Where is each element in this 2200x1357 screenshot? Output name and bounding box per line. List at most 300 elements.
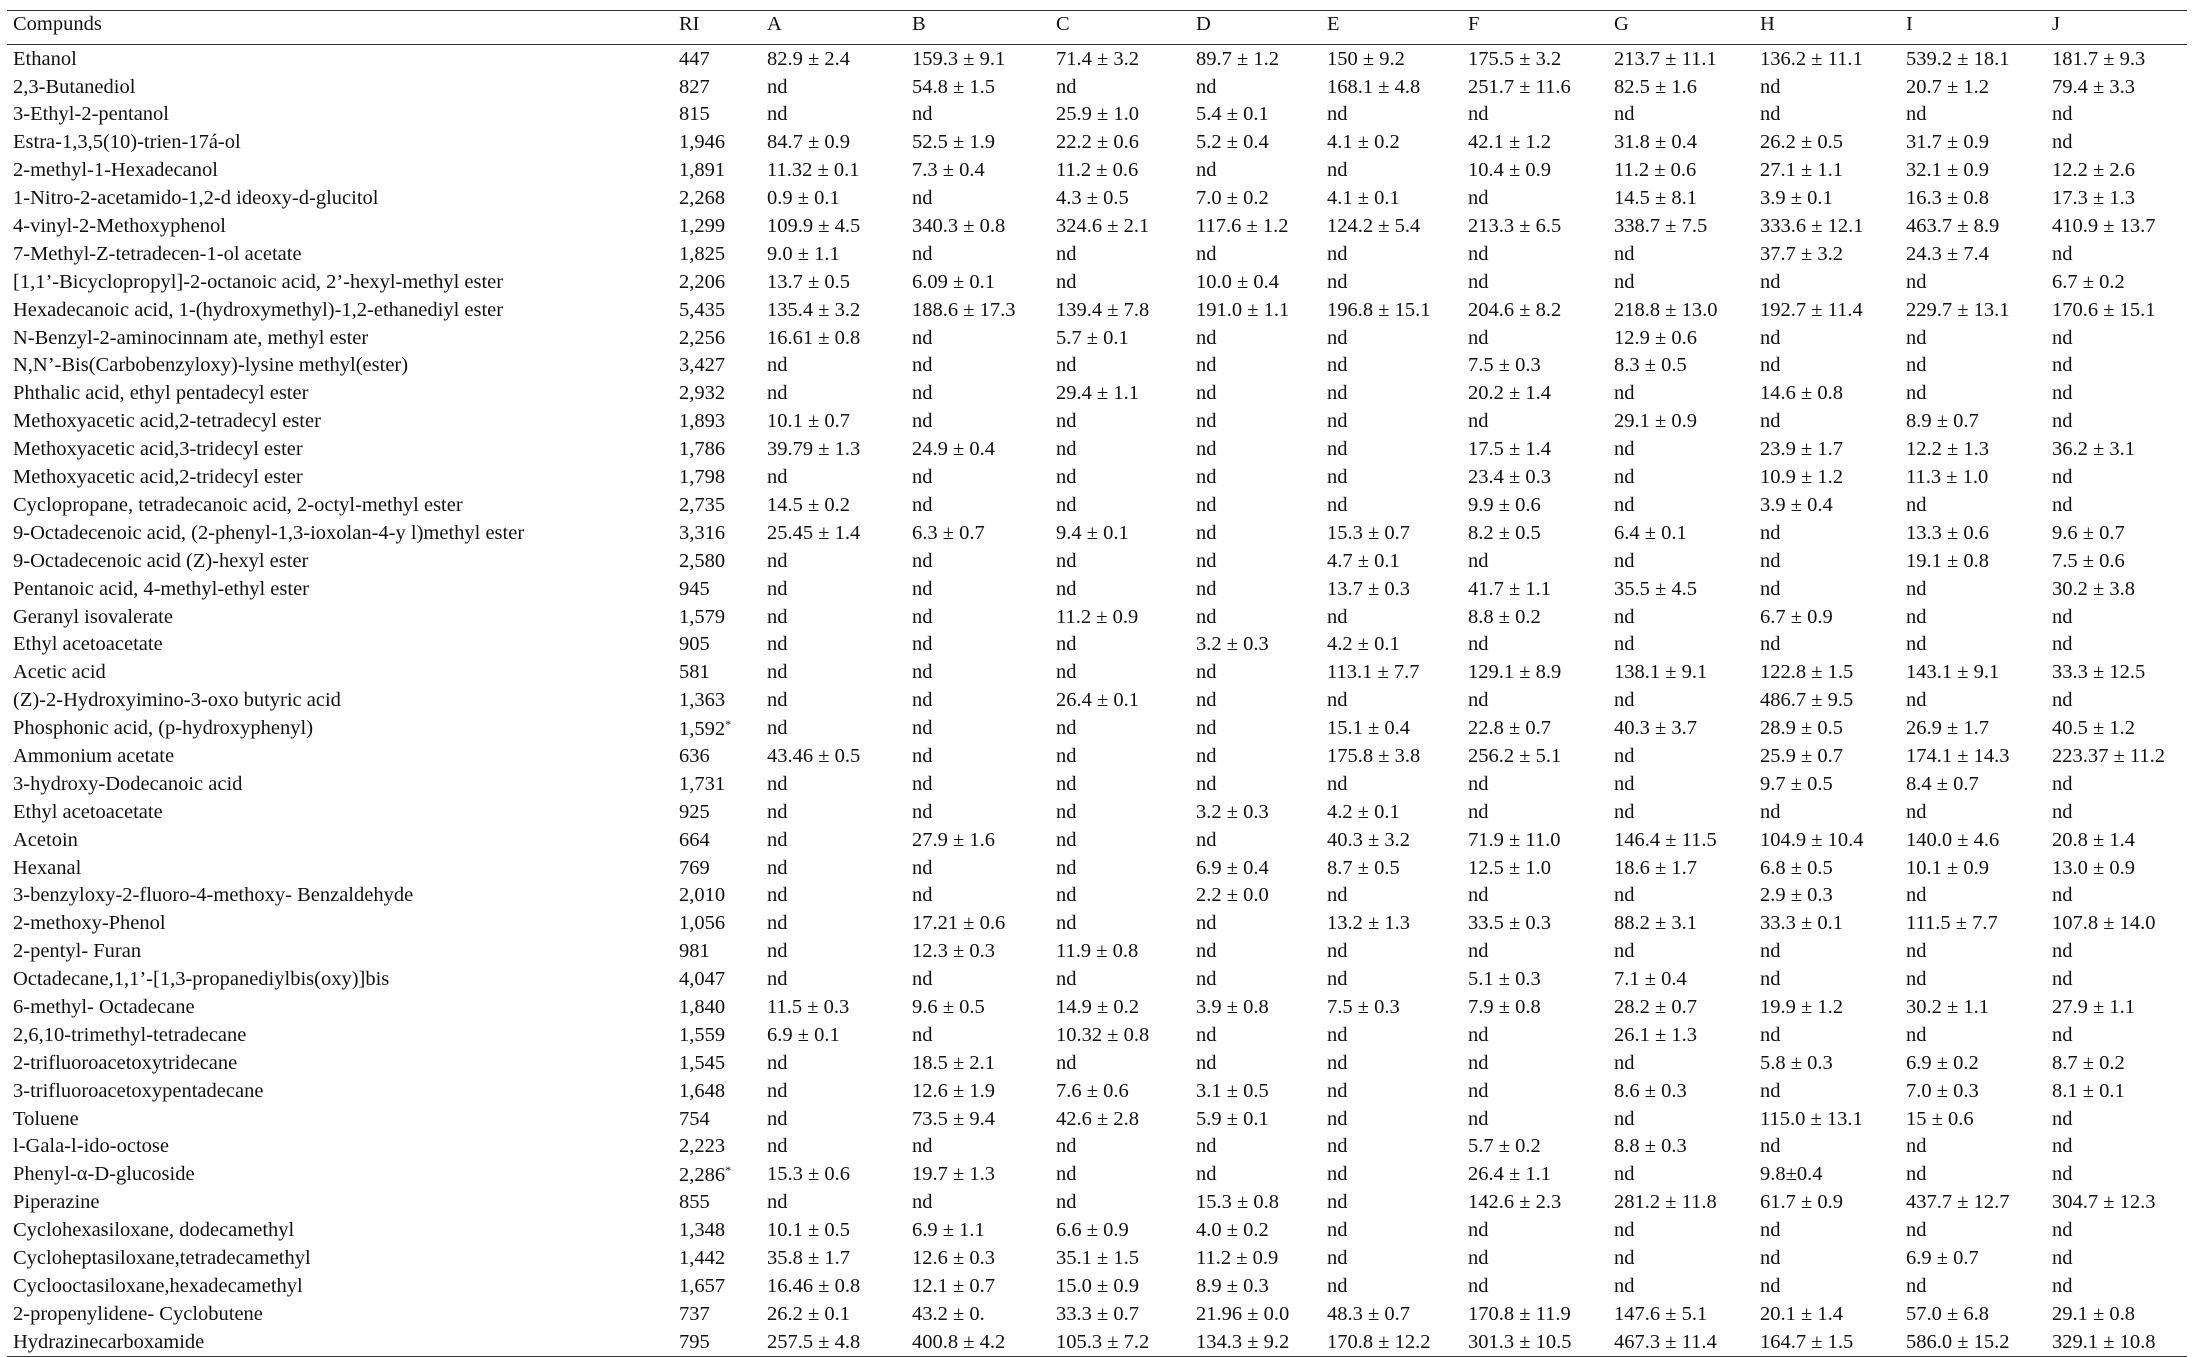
value-cell: 2.9 ± 0.3 — [1760, 884, 1833, 907]
value-cell: nd — [1196, 410, 1217, 433]
ri-cell: 1,348 — [679, 1219, 726, 1242]
table-row — [7, 296, 2187, 324]
value-cell: nd — [1056, 717, 1077, 740]
value-cell: 4.1 ± 0.2 — [1327, 131, 1400, 154]
table-row — [7, 463, 2187, 491]
value-cell: 191.0 ± 1.1 — [1196, 298, 1290, 321]
table-row — [7, 1077, 2187, 1105]
value-cell: nd — [2052, 605, 2073, 628]
value-cell: nd — [1056, 856, 1077, 879]
compound-name-cell: N,N’-Bis(Carbobenzyloxy)-lysine methyl(ester) — [13, 354, 409, 377]
value-cell: 3.9 ± 0.8 — [1196, 995, 1269, 1018]
value-cell: 304.7 ± 12.3 — [2052, 1191, 2156, 1214]
value-cell: 4.2 ± 0.1 — [1327, 800, 1400, 823]
value-cell: nd — [1614, 466, 1635, 489]
value-cell: 12.3 ± 0.3 — [912, 940, 996, 963]
value-cell: nd — [1906, 270, 1927, 293]
value-cell: nd — [1196, 968, 1217, 991]
value-cell: 338.7 ± 7.5 — [1614, 215, 1708, 238]
value-cell: 251.7 ± 11.6 — [1468, 75, 1571, 98]
value-cell: 117.6 ± 1.2 — [1196, 215, 1289, 238]
value-cell: nd — [912, 326, 933, 349]
value-cell: nd — [1468, 1079, 1489, 1102]
table-row — [7, 73, 2187, 101]
column-header-compounds: Compunds — [7, 11, 679, 45]
ri-cell: 754 — [679, 1107, 710, 1130]
value-cell: 26.4 ± 1.1 — [1468, 1163, 1552, 1186]
value-cell: 43.46 ± 0.5 — [767, 744, 861, 767]
value-cell: nd — [1760, 577, 1781, 600]
value-cell: nd — [767, 800, 788, 823]
table-row — [7, 686, 2187, 714]
ri-cell: 981 — [679, 940, 710, 963]
ri-cell: 827 — [679, 75, 710, 98]
value-cell: 146.4 ± 11.5 — [1614, 828, 1717, 851]
table-row — [7, 324, 2187, 352]
value-cell: 400.8 ± 4.2 — [912, 1328, 1056, 1356]
value-cell: nd — [2052, 1135, 2073, 1158]
value-cell: nd — [1056, 242, 1077, 265]
value-cell: 6.09 ± 0.1 — [912, 270, 996, 293]
ri-cell: 1,056 — [679, 912, 726, 935]
value-cell: 150 ± 9.2 — [1327, 47, 1405, 70]
ri-cell: 1,648 — [679, 1079, 726, 1102]
compound-name-cell: Hexadecanoic acid, 1-(hydroxymethyl)-1,2-ethanediyl ester — [13, 298, 504, 321]
ri-cell: 581 — [679, 661, 710, 684]
value-cell: nd — [1056, 1051, 1077, 1074]
value-cell: 10.1 ± 0.9 — [1906, 856, 1990, 879]
table-row — [7, 603, 2187, 631]
value-cell: nd — [1196, 661, 1217, 684]
compound-name-cell: 2-pentyl- Furan — [13, 940, 142, 963]
ri-cell: 2,256 — [679, 326, 726, 349]
value-cell: nd — [912, 772, 933, 795]
table-row — [7, 408, 2187, 436]
value-cell: nd — [1468, 633, 1489, 656]
value-cell: nd — [1056, 1191, 1077, 1214]
value-cell: nd — [1196, 772, 1217, 795]
value-cell: nd — [1327, 1051, 1348, 1074]
value-cell: 36.2 ± 3.1 — [2052, 438, 2136, 461]
value-cell: 122.8 ± 1.5 — [1760, 661, 1854, 684]
value-cell: 52.5 ± 1.9 — [912, 131, 996, 154]
value-cell: 35.8 ± 1.7 — [767, 1246, 851, 1269]
value-cell: nd — [1468, 940, 1489, 963]
value-cell: nd — [1196, 577, 1217, 600]
value-cell: 8.8 ± 0.3 — [1614, 1135, 1687, 1158]
value-cell: nd — [767, 633, 788, 656]
compound-name-cell: Ethanol — [13, 47, 77, 70]
value-cell: 5.4 ± 0.1 — [1196, 103, 1269, 126]
value-cell: 7.0 ± 0.3 — [1906, 1079, 1979, 1102]
value-cell: nd — [2052, 689, 2073, 712]
value-cell: nd — [1614, 744, 1635, 767]
value-cell: nd — [1614, 270, 1635, 293]
value-cell: nd — [1906, 1219, 1927, 1242]
value-cell: 25.45 ± 1.4 — [767, 521, 861, 544]
value-cell: 48.3 ± 0.7 — [1327, 1302, 1411, 1325]
value-cell: 6.9 ± 0.4 — [1196, 856, 1269, 879]
value-cell: nd — [767, 605, 788, 628]
value-cell: 54.8 ± 1.5 — [912, 75, 996, 98]
value-cell: 467.3 ± 11.4 — [1614, 1328, 1760, 1356]
value-cell: 6.9 ± 0.7 — [1906, 1246, 1979, 1269]
value-cell: 29.1 ± 0.8 — [2052, 1302, 2136, 1325]
compound-name-cell: N-Benzyl-2-aminocinnam ate, methyl ester — [13, 326, 369, 349]
value-cell: 20.7 ± 1.2 — [1906, 75, 1990, 98]
value-cell: nd — [1327, 242, 1348, 265]
value-cell: 188.6 ± 17.3 — [912, 298, 1016, 321]
compound-name-cell: 2-methoxy-Phenol — [13, 912, 166, 935]
value-cell: nd — [1327, 103, 1348, 126]
value-cell: 27.9 ± 1.6 — [912, 828, 996, 851]
table-row — [7, 882, 2187, 910]
ri-cell: 664 — [679, 828, 710, 851]
value-cell: nd — [1906, 800, 1927, 823]
value-cell: 13.0 ± 0.9 — [2052, 856, 2136, 879]
value-cell: 539.2 ± 18.1 — [1906, 47, 2010, 70]
value-cell: nd — [1196, 382, 1217, 405]
value-cell: 8.7 ± 0.5 — [1327, 856, 1400, 879]
value-cell: nd — [912, 744, 933, 767]
value-cell: nd — [767, 689, 788, 712]
value-cell: 4.2 ± 0.1 — [1327, 633, 1400, 656]
value-cell: nd — [1906, 326, 1927, 349]
ri-cell: 1,442 — [679, 1246, 726, 1269]
compound-name-cell: Toluene — [13, 1107, 79, 1130]
value-cell: 11.9 ± 0.8 — [1056, 940, 1139, 963]
value-cell: 6.9 ± 0.2 — [1906, 1051, 1979, 1074]
table-row — [7, 184, 2187, 212]
value-cell: nd — [1760, 410, 1781, 433]
compound-name-cell: 2-propenylidene- Cyclobutene — [13, 1302, 263, 1325]
compound-name-cell: Ammonium acetate — [13, 744, 175, 767]
value-cell: nd — [912, 410, 933, 433]
compound-name-cell: Methoxyacetic acid,2-tridecyl ester — [13, 466, 303, 489]
value-cell: 37.7 ± 3.2 — [1760, 242, 1844, 265]
value-cell: nd — [1906, 103, 1927, 126]
value-cell: 109.9 ± 4.5 — [767, 215, 861, 238]
value-cell: 12.6 ± 1.9 — [912, 1079, 996, 1102]
compound-table-container — [7, 10, 2187, 1357]
compound-name-cell: Pentanoic acid, 4-methyl-ethyl ester — [13, 577, 310, 600]
value-cell: 11.32 ± 0.1 — [767, 159, 860, 182]
value-cell: 26.1 ± 1.3 — [1614, 1023, 1698, 1046]
column-header-ri: RI — [679, 11, 767, 45]
value-cell: nd — [1906, 884, 1927, 907]
value-cell: nd — [767, 1191, 788, 1214]
value-cell: 82.5 ± 1.6 — [1614, 75, 1698, 98]
value-cell: nd — [1614, 633, 1635, 656]
value-cell: 463.7 ± 8.9 — [1906, 215, 2000, 238]
table-row — [7, 519, 2187, 547]
value-cell: 27.9 ± 1.1 — [2052, 995, 2136, 1018]
value-cell: nd — [1196, 493, 1217, 516]
ri-cell: 905 — [679, 633, 710, 656]
value-cell: 14.6 ± 0.8 — [1760, 382, 1844, 405]
value-cell: 2.2 ± 0.0 — [1196, 884, 1269, 907]
ri-cell: 2,735 — [679, 493, 726, 516]
value-cell: nd — [1468, 800, 1489, 823]
column-header-f: F — [1468, 11, 1614, 45]
compound-name-cell: Acetic acid — [13, 661, 106, 684]
value-cell: 142.6 ± 2.3 — [1468, 1191, 1562, 1214]
value-cell: nd — [1327, 270, 1348, 293]
value-cell: nd — [767, 717, 788, 740]
value-cell: nd — [1196, 75, 1217, 98]
compound-name-cell: Methoxyacetic acid,3-tridecyl ester — [13, 438, 303, 461]
value-cell: 257.5 ± 4.8 — [767, 1328, 912, 1356]
table-row — [7, 1300, 2187, 1328]
value-cell: nd — [1906, 1274, 1927, 1297]
value-cell: 12.6 ± 0.3 — [912, 1246, 996, 1269]
value-cell: nd — [912, 633, 933, 656]
value-cell: 170.8 ± 12.2 — [1327, 1328, 1468, 1356]
value-cell: 43.2 ± 0. — [912, 1302, 985, 1325]
value-cell: 12.2 ± 2.6 — [2052, 159, 2136, 182]
value-cell: nd — [1760, 270, 1781, 293]
value-cell: 586.0 ± 15.2 — [1906, 1328, 2052, 1356]
value-cell: nd — [1760, 1079, 1781, 1102]
value-cell: nd — [1468, 1051, 1489, 1074]
value-cell: 9.8±0.4 — [1760, 1163, 1823, 1186]
ri-cell: 2,268 — [679, 187, 726, 210]
value-cell: nd — [1056, 438, 1077, 461]
value-cell: nd — [912, 689, 933, 712]
value-cell: 13.2 ± 1.3 — [1327, 912, 1411, 935]
value-cell: 3.2 ± 0.3 — [1196, 633, 1269, 656]
table-row — [7, 352, 2187, 380]
value-cell: 168.1 ± 4.8 — [1327, 75, 1421, 98]
ri-cell: 1,786 — [679, 438, 726, 461]
header-row — [7, 11, 2187, 45]
value-cell: 16.3 ± 0.8 — [1906, 187, 1990, 210]
value-cell: nd — [2052, 884, 2073, 907]
value-cell: nd — [1327, 1163, 1348, 1186]
value-cell: nd — [1906, 354, 1927, 377]
ri-cell: 5,435 — [679, 298, 726, 321]
table-row — [7, 212, 2187, 240]
ri-cell: 769 — [679, 856, 710, 879]
value-cell: 39.79 ± 1.3 — [767, 438, 861, 461]
value-cell: nd — [1468, 326, 1489, 349]
value-cell: 4.0 ± 0.2 — [1196, 1219, 1269, 1242]
value-cell: 8.1 ± 0.1 — [2052, 1079, 2125, 1102]
ri-cell: 1,592* — [679, 716, 732, 740]
value-cell: nd — [2052, 354, 2073, 377]
ri-cell: 636 — [679, 744, 710, 767]
compound-name-cell: 7-Methyl-Z-tetradecen-1-ol acetate — [13, 242, 302, 265]
compound-name-cell: 2,3-Butanediol — [13, 75, 136, 98]
value-cell: 33.5 ± 0.3 — [1468, 912, 1552, 935]
value-cell: nd — [1327, 354, 1348, 377]
value-cell: 170.8 ± 11.9 — [1468, 1302, 1571, 1325]
table-row — [7, 742, 2187, 770]
value-cell: 7.0 ± 0.2 — [1196, 187, 1269, 210]
value-cell: nd — [1327, 772, 1348, 795]
value-cell: nd — [1056, 577, 1077, 600]
value-cell: 29.4 ± 1.1 — [1056, 382, 1140, 405]
ri-cell: 2,206 — [679, 270, 726, 293]
value-cell: nd — [1760, 521, 1781, 544]
value-cell: nd — [1056, 744, 1077, 767]
value-cell: 14.5 ± 8.1 — [1614, 187, 1698, 210]
value-cell: 164.7 ± 1.5 — [1760, 1328, 1906, 1356]
ri-cell: 2,010 — [679, 884, 726, 907]
value-cell: 8.6 ± 0.3 — [1614, 1079, 1687, 1102]
value-cell: 40.3 ± 3.7 — [1614, 717, 1698, 740]
value-cell: nd — [1056, 354, 1077, 377]
value-cell: 29.1 ± 0.9 — [1614, 410, 1698, 433]
value-cell: 192.7 ± 11.4 — [1760, 298, 1863, 321]
value-cell: 30.2 ± 3.8 — [2052, 577, 2136, 600]
value-cell: nd — [1196, 521, 1217, 544]
value-cell: nd — [1906, 1135, 1927, 1158]
value-cell: nd — [767, 1135, 788, 1158]
value-cell: nd — [1327, 493, 1348, 516]
value-cell: nd — [1468, 1219, 1489, 1242]
ri-cell: 1,579 — [679, 605, 726, 628]
value-cell: 340.3 ± 0.8 — [912, 215, 1006, 238]
value-cell: 13.3 ± 0.6 — [1906, 521, 1990, 544]
value-cell: 410.9 ± 13.7 — [2052, 215, 2156, 238]
compound-table — [7, 10, 2187, 1357]
compound-name-cell: Geranyl isovalerate — [13, 605, 173, 628]
value-cell: 20.2 ± 1.4 — [1468, 382, 1552, 405]
value-cell: nd — [767, 856, 788, 879]
compound-name-cell: Estra-1,3,5(10)-trien-17á-ol — [13, 131, 241, 154]
value-cell: 13.7 ± 0.5 — [767, 270, 851, 293]
value-cell: nd — [2052, 1274, 2073, 1297]
column-header-c: C — [1056, 11, 1196, 45]
value-cell: 8.7 ± 0.2 — [2052, 1051, 2125, 1074]
value-cell: nd — [2052, 968, 2073, 991]
value-cell: nd — [767, 382, 788, 405]
value-cell: nd — [912, 549, 933, 572]
value-cell: nd — [1468, 1023, 1489, 1046]
value-cell: 7.6 ± 0.6 — [1056, 1079, 1129, 1102]
value-cell: 324.6 ± 2.1 — [1056, 215, 1150, 238]
value-cell: nd — [1196, 1135, 1217, 1158]
value-cell: nd — [2052, 800, 2073, 823]
table-row — [7, 965, 2187, 993]
value-cell: nd — [1760, 75, 1781, 98]
value-cell: nd — [912, 242, 933, 265]
value-cell: nd — [1906, 689, 1927, 712]
value-cell: 11.2 ± 0.9 — [1056, 605, 1139, 628]
value-cell: nd — [1056, 633, 1077, 656]
value-cell: 8.3 ± 0.5 — [1614, 354, 1687, 377]
value-cell: 7.5 ± 0.3 — [1468, 354, 1541, 377]
value-cell: 3.2 ± 0.3 — [1196, 800, 1269, 823]
value-cell: nd — [2052, 242, 2073, 265]
compound-name-cell: Cycloheptasiloxane,tetradecamethyl — [13, 1246, 311, 1269]
value-cell: 6.7 ± 0.2 — [2052, 270, 2125, 293]
ri-cell: 1,731 — [679, 772, 726, 795]
value-cell: 18.6 ± 1.7 — [1614, 856, 1698, 879]
value-cell: 213.3 ± 6.5 — [1468, 215, 1562, 238]
value-cell: nd — [1614, 382, 1635, 405]
value-cell: 26.4 ± 0.1 — [1056, 689, 1140, 712]
column-header-h: H — [1760, 11, 1906, 45]
value-cell: nd — [1906, 577, 1927, 600]
value-cell: nd — [1056, 1135, 1077, 1158]
compound-name-cell: Cyclohexasiloxane, dodecamethyl — [13, 1219, 295, 1242]
value-cell: nd — [1056, 772, 1077, 795]
value-cell: nd — [912, 493, 933, 516]
value-cell: nd — [912, 856, 933, 879]
ri-cell: 3,316 — [679, 521, 726, 544]
table-row — [7, 268, 2187, 296]
value-cell: nd — [1468, 242, 1489, 265]
value-cell: nd — [1327, 438, 1348, 461]
value-cell: nd — [1906, 605, 1927, 628]
value-cell: nd — [1327, 326, 1348, 349]
value-cell: 61.7 ± 0.9 — [1760, 1191, 1844, 1214]
compound-name-cell: Octadecane,1,1’-[1,3-propanediylbis(oxy)]bis — [13, 968, 390, 991]
value-cell: nd — [767, 75, 788, 98]
table-row — [7, 1161, 2187, 1189]
value-cell: 28.2 ± 0.7 — [1614, 995, 1698, 1018]
ri-cell: 447 — [679, 47, 710, 70]
value-cell: nd — [1327, 1079, 1348, 1102]
value-cell: 107.8 ± 14.0 — [2052, 912, 2156, 935]
value-cell: 32.1 ± 0.9 — [1906, 159, 1990, 182]
table-row — [7, 491, 2187, 519]
value-cell: 175.5 ± 3.2 — [1468, 47, 1562, 70]
compound-name-cell: 2-trifluoroacetoxytridecane — [13, 1051, 238, 1074]
value-cell: nd — [1327, 968, 1348, 991]
value-cell: nd — [2052, 1023, 2073, 1046]
value-cell: 9.7 ± 0.5 — [1760, 772, 1833, 795]
value-cell: nd — [767, 661, 788, 684]
value-cell: nd — [912, 1191, 933, 1214]
table-row — [7, 435, 2187, 463]
table-row — [7, 380, 2187, 408]
value-cell: 7.9 ± 0.8 — [1468, 995, 1541, 1018]
compound-name-cell: 4-vinyl-2-Methoxyphenol — [13, 215, 226, 238]
value-cell: 42.1 ± 1.2 — [1468, 131, 1552, 154]
column-header-i: I — [1906, 11, 2052, 45]
value-cell: nd — [767, 354, 788, 377]
value-cell: 175.8 ± 3.8 — [1327, 744, 1421, 767]
ri-cell: 1,559 — [679, 1023, 726, 1046]
table-row — [7, 1133, 2187, 1161]
value-cell: 7.3 ± 0.4 — [912, 159, 985, 182]
value-cell: 71.9 ± 11.0 — [1468, 828, 1561, 851]
value-cell: 138.1 ± 9.1 — [1614, 661, 1708, 684]
value-cell: 19.9 ± 1.2 — [1760, 995, 1844, 1018]
value-cell: 6.6 ± 0.9 — [1056, 1219, 1129, 1242]
value-cell: nd — [1327, 159, 1348, 182]
value-cell: nd — [1327, 410, 1348, 433]
value-cell: nd — [1196, 940, 1217, 963]
value-cell: 5.1 ± 0.3 — [1468, 968, 1541, 991]
ri-cell: 1,657 — [679, 1274, 726, 1297]
value-cell: 8.8 ± 0.2 — [1468, 605, 1541, 628]
value-cell: nd — [1327, 940, 1348, 963]
value-cell: nd — [767, 1079, 788, 1102]
value-cell: nd — [1614, 1163, 1635, 1186]
value-cell: 10.1 ± 0.7 — [767, 410, 851, 433]
value-cell: 9.6 ± 0.7 — [2052, 521, 2125, 544]
value-cell: nd — [2052, 103, 2073, 126]
table-row — [7, 770, 2187, 798]
ri-cell: 737 — [679, 1302, 710, 1325]
value-cell: nd — [1906, 968, 1927, 991]
value-cell: nd — [2052, 326, 2073, 349]
value-cell: 8.9 ± 0.3 — [1196, 1274, 1269, 1297]
